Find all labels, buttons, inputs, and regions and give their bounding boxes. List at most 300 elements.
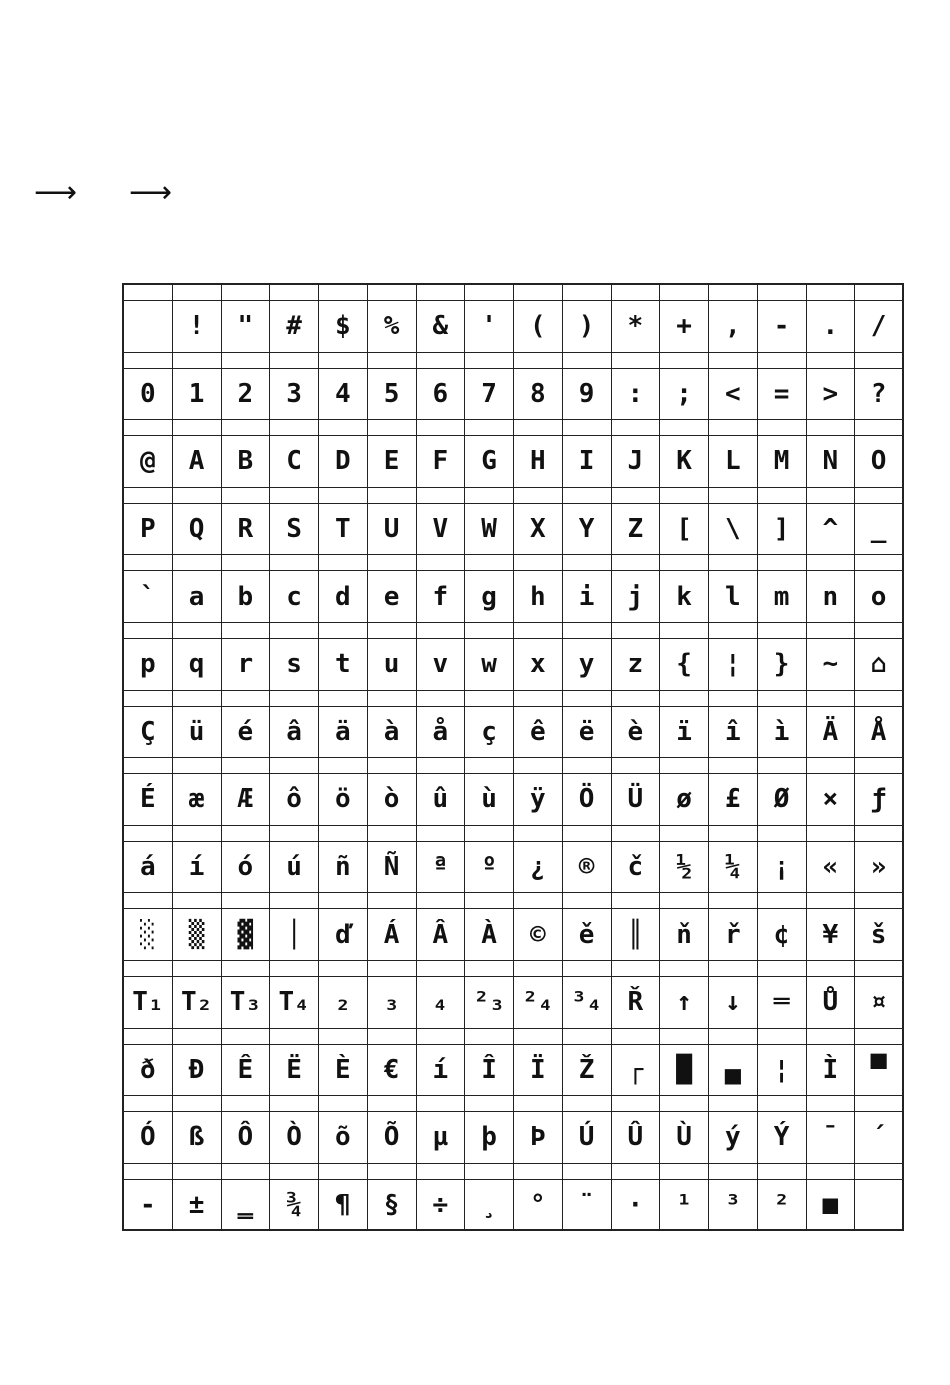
character-glyph: ě xyxy=(578,919,595,950)
code-strip xyxy=(660,1029,708,1045)
code-strip xyxy=(514,1164,562,1180)
character-glyph: ₂ xyxy=(335,987,351,1018)
code-strip xyxy=(709,1029,757,1045)
character-cell xyxy=(319,488,368,556)
character-cell xyxy=(124,893,173,961)
table-row xyxy=(124,420,904,488)
character-glyph: w xyxy=(481,649,497,680)
character-glyph: © xyxy=(530,919,546,950)
character-glyph: ░ xyxy=(140,919,156,950)
character-cell xyxy=(124,961,173,1029)
code-strip xyxy=(563,1029,611,1045)
code-strip xyxy=(855,691,902,707)
character-cell xyxy=(709,1029,758,1097)
code-strip xyxy=(124,826,172,842)
table-row xyxy=(124,1029,904,1097)
character-glyph: + xyxy=(676,311,692,342)
character-cell xyxy=(514,623,563,691)
character-glyph: ¸ xyxy=(481,1189,497,1220)
character-cell xyxy=(173,961,222,1029)
code-strip xyxy=(807,353,855,369)
character-cell xyxy=(563,961,612,1029)
character-cell xyxy=(124,826,173,894)
character-glyph: ñ xyxy=(335,852,351,883)
character-glyph: ř xyxy=(725,919,741,950)
character-cell xyxy=(709,1096,758,1164)
code-strip xyxy=(417,961,465,977)
code-strip xyxy=(514,758,562,774)
character-cell xyxy=(855,353,904,421)
character-cell xyxy=(270,623,319,691)
character-glyph: ö xyxy=(335,784,351,815)
code-strip xyxy=(368,1164,416,1180)
character-cell xyxy=(465,826,514,894)
table-row xyxy=(124,1096,904,1164)
character-cell xyxy=(270,420,319,488)
code-strip xyxy=(270,961,318,977)
code-strip xyxy=(563,1164,611,1180)
character-glyph: Q xyxy=(188,514,205,545)
code-strip xyxy=(807,623,855,639)
character-cell xyxy=(417,826,466,894)
code-strip xyxy=(417,758,465,774)
character-glyph: ²₃ xyxy=(473,987,505,1018)
character-cell xyxy=(319,1096,368,1164)
code-strip xyxy=(660,1164,708,1180)
code-strip xyxy=(270,1096,318,1112)
code-strip xyxy=(807,826,855,842)
character-glyph: € xyxy=(383,1054,400,1085)
character-cell xyxy=(758,1029,807,1097)
character-cell xyxy=(563,893,612,961)
character-glyph: g xyxy=(481,581,497,612)
code-strip xyxy=(660,420,708,436)
code-strip xyxy=(173,555,221,571)
code-strip xyxy=(612,285,660,301)
character-glyph: ß xyxy=(188,1122,205,1153)
code-strip xyxy=(709,961,757,977)
character-cell xyxy=(368,488,417,556)
character-cell xyxy=(660,1164,709,1232)
character-glyph: í xyxy=(188,852,205,883)
character-glyph: ¨ xyxy=(578,1189,595,1220)
code-strip xyxy=(660,1096,708,1112)
character-cell xyxy=(612,893,661,961)
character-cell xyxy=(855,285,904,353)
character-glyph: ç xyxy=(481,716,497,747)
character-glyph xyxy=(855,1180,902,1230)
character-cell xyxy=(222,691,271,759)
code-strip xyxy=(855,623,902,639)
character-cell xyxy=(124,555,173,623)
code-strip xyxy=(807,691,855,707)
character-glyph: C xyxy=(286,446,302,477)
character-glyph: Ä xyxy=(822,716,839,747)
code-strip xyxy=(855,758,902,774)
code-strip xyxy=(173,623,221,639)
character-glyph: š xyxy=(870,919,887,950)
character-cell xyxy=(514,420,563,488)
character-cell xyxy=(222,1164,271,1232)
character-cell xyxy=(514,488,563,556)
character-cell xyxy=(758,555,807,623)
code-strip xyxy=(124,1029,172,1045)
character-cell xyxy=(807,893,856,961)
code-strip xyxy=(514,623,562,639)
character-glyph: Ì xyxy=(822,1054,839,1085)
character-cell xyxy=(514,758,563,826)
character-glyph: h xyxy=(530,581,546,612)
code-strip xyxy=(465,893,513,909)
character-cell xyxy=(173,893,222,961)
character-cell xyxy=(514,961,563,1029)
code-strip xyxy=(124,691,172,707)
character-glyph: ! xyxy=(188,311,205,342)
code-strip xyxy=(319,555,367,571)
code-strip xyxy=(319,961,367,977)
table-row xyxy=(124,1164,904,1232)
character-glyph: # xyxy=(286,311,302,342)
character-glyph: ò xyxy=(383,784,400,815)
code-strip xyxy=(270,691,318,707)
character-cell xyxy=(612,420,661,488)
character-cell xyxy=(124,1164,173,1232)
character-glyph: G xyxy=(481,446,497,477)
character-glyph: ~ xyxy=(822,649,839,680)
character-glyph: i xyxy=(578,581,595,612)
code-strip xyxy=(514,1029,562,1045)
code-strip xyxy=(173,488,221,504)
character-glyph: Ç xyxy=(140,716,156,747)
character-cell xyxy=(319,691,368,759)
code-strip xyxy=(368,961,416,977)
character-cell xyxy=(417,488,466,556)
character-cell xyxy=(222,961,271,1029)
character-cell xyxy=(709,420,758,488)
character-glyph: ¼ xyxy=(725,852,741,883)
character-glyph: ¢ xyxy=(773,919,790,950)
character-glyph: Ê xyxy=(237,1054,254,1085)
code-strip xyxy=(368,1096,416,1112)
code-strip xyxy=(319,353,367,369)
character-cell xyxy=(465,1096,514,1164)
character-glyph: Þ xyxy=(530,1122,546,1153)
character-cell xyxy=(758,420,807,488)
character-cell xyxy=(855,420,904,488)
character-glyph: n xyxy=(822,581,839,612)
code-strip xyxy=(563,893,611,909)
character-glyph: ð xyxy=(140,1054,156,1085)
character-cell xyxy=(563,420,612,488)
character-glyph: ▒ xyxy=(188,919,205,950)
code-strip xyxy=(124,961,172,977)
character-glyph: ó xyxy=(237,852,254,883)
code-strip xyxy=(514,420,562,436)
character-glyph: │ xyxy=(286,919,302,950)
character-cell xyxy=(660,285,709,353)
character-cell xyxy=(709,691,758,759)
code-strip xyxy=(758,488,806,504)
character-glyph: Â xyxy=(432,919,449,950)
character-glyph: █ xyxy=(676,1054,692,1085)
character-glyph: Y xyxy=(578,514,595,545)
code-strip xyxy=(124,758,172,774)
character-glyph: ¥ xyxy=(822,919,839,950)
character-cell xyxy=(855,623,904,691)
table-row xyxy=(124,893,904,961)
character-glyph: ¿ xyxy=(530,852,546,883)
code-strip xyxy=(173,758,221,774)
code-strip xyxy=(660,758,708,774)
character-glyph: 4 xyxy=(335,378,351,409)
character-cell xyxy=(758,691,807,759)
character-cell xyxy=(465,758,514,826)
character-cell xyxy=(222,555,271,623)
character-glyph: j xyxy=(627,581,644,612)
character-cell xyxy=(660,1029,709,1097)
code-strip xyxy=(758,893,806,909)
code-strip xyxy=(612,691,660,707)
character-cell xyxy=(465,488,514,556)
code-strip xyxy=(855,285,902,301)
character-glyph: õ xyxy=(335,1122,351,1153)
character-glyph: ' xyxy=(481,311,497,342)
character-cell xyxy=(563,758,612,826)
character-glyph: ø xyxy=(676,784,692,815)
character-cell xyxy=(807,691,856,759)
code-strip xyxy=(222,353,270,369)
character-glyph: b xyxy=(237,581,254,612)
character-glyph: z xyxy=(627,649,644,680)
character-glyph: _ xyxy=(870,514,887,545)
character-cell xyxy=(368,285,417,353)
character-cell xyxy=(124,488,173,556)
code-strip xyxy=(465,420,513,436)
character-glyph: Ý xyxy=(773,1122,790,1153)
character-cell xyxy=(563,1096,612,1164)
character-cell xyxy=(368,555,417,623)
character-glyph: e xyxy=(383,581,400,612)
code-strip xyxy=(465,961,513,977)
character-cell xyxy=(758,353,807,421)
code-strip xyxy=(660,285,708,301)
code-strip xyxy=(417,353,465,369)
character-glyph: á xyxy=(140,852,156,883)
code-strip xyxy=(368,623,416,639)
code-strip xyxy=(758,758,806,774)
character-glyph: Ù xyxy=(676,1122,692,1153)
character-glyph: E xyxy=(383,446,400,477)
code-strip xyxy=(758,1164,806,1180)
character-glyph: ¦ xyxy=(773,1054,790,1085)
character-cell xyxy=(173,488,222,556)
character-glyph: ■ xyxy=(822,1189,839,1220)
character-cell xyxy=(417,353,466,421)
character-cell xyxy=(173,1029,222,1097)
character-glyph: ÿ xyxy=(530,784,546,815)
code-strip xyxy=(173,285,221,301)
character-cell xyxy=(319,893,368,961)
character-glyph: : xyxy=(627,378,644,409)
character-cell xyxy=(173,691,222,759)
code-strip xyxy=(855,826,902,842)
character-glyph: þ xyxy=(481,1122,497,1153)
code-strip xyxy=(758,353,806,369)
character-cell xyxy=(465,1164,514,1232)
code-strip xyxy=(807,961,855,977)
code-strip xyxy=(709,420,757,436)
character-cell xyxy=(563,488,612,556)
code-strip xyxy=(124,285,172,301)
character-glyph: u xyxy=(383,649,400,680)
character-glyph: [ xyxy=(676,514,692,545)
character-cell xyxy=(855,758,904,826)
character-cell xyxy=(612,691,661,759)
code-strip xyxy=(124,893,172,909)
character-cell xyxy=(417,1164,466,1232)
character-cell xyxy=(222,420,271,488)
character-glyph: ï xyxy=(676,716,692,747)
character-glyph: T₁ xyxy=(132,987,164,1018)
character-glyph: ¯ xyxy=(822,1122,839,1153)
code-strip xyxy=(417,1164,465,1180)
character-glyph: ₄ xyxy=(432,987,449,1018)
character-cell xyxy=(709,353,758,421)
character-glyph: N xyxy=(822,446,839,477)
code-strip xyxy=(417,826,465,842)
character-glyph: è xyxy=(627,716,644,747)
code-strip xyxy=(270,488,318,504)
character-cell xyxy=(222,488,271,556)
character-glyph: ň xyxy=(676,919,692,950)
code-strip xyxy=(465,623,513,639)
character-glyph: û xyxy=(432,784,449,815)
code-strip xyxy=(709,555,757,571)
character-cell xyxy=(807,488,856,556)
character-glyph: ^ xyxy=(822,514,839,545)
code-strip xyxy=(709,758,757,774)
character-cell xyxy=(612,758,661,826)
character-glyph: W xyxy=(481,514,497,545)
code-strip xyxy=(270,758,318,774)
character-cell xyxy=(270,893,319,961)
character-cell xyxy=(807,353,856,421)
character-cell xyxy=(417,285,466,353)
character-glyph: K xyxy=(676,446,692,477)
character-glyph: 5 xyxy=(383,378,400,409)
character-glyph: ? xyxy=(870,378,887,409)
character-cell xyxy=(855,961,904,1029)
code-strip xyxy=(612,353,660,369)
code-strip xyxy=(660,353,708,369)
character-glyph: 1 xyxy=(188,378,205,409)
character-glyph: ₃ xyxy=(383,987,400,1018)
code-strip xyxy=(173,353,221,369)
table-row xyxy=(124,623,904,691)
character-cell xyxy=(514,285,563,353)
character-glyph: p xyxy=(140,649,156,680)
code-strip xyxy=(660,488,708,504)
character-cell xyxy=(709,285,758,353)
code-strip xyxy=(660,691,708,707)
character-glyph: ý xyxy=(725,1122,741,1153)
code-strip xyxy=(709,1164,757,1180)
character-cell xyxy=(368,1029,417,1097)
character-cell xyxy=(417,1029,466,1097)
character-glyph: ° xyxy=(530,1189,546,1220)
code-strip xyxy=(124,353,172,369)
character-glyph: ü xyxy=(188,716,205,747)
table-row xyxy=(124,691,904,759)
character-glyph: ⌂ xyxy=(870,649,887,680)
character-cell xyxy=(368,1096,417,1164)
character-cell xyxy=(758,758,807,826)
character-glyph: Ú xyxy=(578,1122,595,1153)
code-strip xyxy=(270,285,318,301)
character-glyph: t xyxy=(335,649,351,680)
character-glyph: J xyxy=(627,446,644,477)
character-glyph: v xyxy=(432,649,449,680)
character-glyph: 3 xyxy=(286,378,302,409)
character-glyph: % xyxy=(383,311,400,342)
character-cell xyxy=(465,961,514,1029)
code-strip xyxy=(807,488,855,504)
character-glyph: { xyxy=(676,649,692,680)
character-glyph: a xyxy=(188,581,205,612)
code-strip xyxy=(563,758,611,774)
code-strip xyxy=(319,758,367,774)
character-cell xyxy=(514,691,563,759)
character-cell xyxy=(124,691,173,759)
character-cell xyxy=(417,961,466,1029)
character-glyph: Ñ xyxy=(383,852,400,883)
character-cell xyxy=(222,285,271,353)
code-strip xyxy=(563,623,611,639)
character-glyph: ³₄ xyxy=(570,987,603,1018)
character-cell xyxy=(173,420,222,488)
code-strip xyxy=(612,1029,660,1045)
code-strip xyxy=(222,555,270,571)
character-cell xyxy=(855,1096,904,1164)
code-strip xyxy=(368,826,416,842)
character-cell xyxy=(368,420,417,488)
character-glyph: , xyxy=(725,311,741,342)
character-glyph: V xyxy=(432,514,449,545)
code-strip xyxy=(124,623,172,639)
character-glyph: ) xyxy=(578,311,595,342)
character-glyph: R xyxy=(237,514,254,545)
table-row xyxy=(124,961,904,1029)
code-strip xyxy=(417,1029,465,1045)
code-strip xyxy=(465,1164,513,1180)
code-strip xyxy=(758,285,806,301)
character-cell xyxy=(563,623,612,691)
character-cell xyxy=(660,555,709,623)
character-glyph: > xyxy=(822,378,839,409)
character-glyph: ‗ xyxy=(237,1189,254,1220)
arrow-row xyxy=(34,175,173,210)
table-row xyxy=(124,285,904,353)
character-cell xyxy=(319,353,368,421)
code-strip xyxy=(124,555,172,571)
character-cell xyxy=(612,1096,661,1164)
code-strip xyxy=(173,826,221,842)
code-strip xyxy=(514,1096,562,1112)
character-cell xyxy=(173,285,222,353)
character-glyph: 9 xyxy=(578,378,595,409)
character-cell xyxy=(368,353,417,421)
code-strip xyxy=(368,555,416,571)
